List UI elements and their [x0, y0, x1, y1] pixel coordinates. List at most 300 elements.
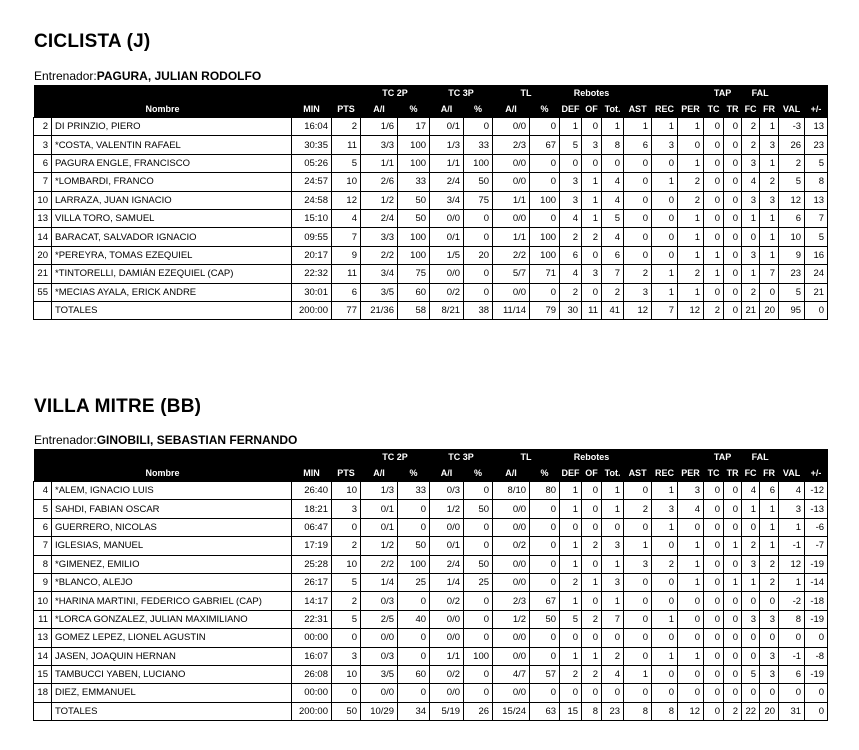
stat-cell: 1: [760, 228, 779, 246]
stat-cell: 1: [560, 500, 582, 518]
stat-cell: 8: [779, 610, 805, 628]
stat-cell: 21: [742, 301, 760, 319]
stat-cell: 0/1: [430, 118, 464, 136]
stat-cell: 0: [624, 154, 652, 172]
group-header: [805, 85, 828, 101]
stat-cell: 0: [530, 573, 560, 591]
stat-cell: 1/2: [430, 500, 464, 518]
stat-cell: 1: [624, 537, 652, 555]
stat-cell: 2: [760, 173, 779, 191]
stat-cell: 2: [742, 118, 760, 136]
player-row: [34, 500, 828, 518]
stat-cell: 7: [602, 610, 624, 628]
column-header: VAL: [779, 101, 805, 118]
stat-cell: 09:55: [292, 228, 332, 246]
stat-cell: 0: [704, 665, 724, 683]
stat-cell: 0: [704, 191, 724, 209]
stat-cell: 12: [624, 301, 652, 319]
stat-cell: -12: [805, 482, 828, 500]
player-row: [34, 228, 828, 246]
stat-cell: 0: [724, 647, 742, 665]
column-header: PTS: [332, 465, 361, 482]
stat-cell: 0/3: [430, 482, 464, 500]
stat-cell: 1: [678, 573, 704, 591]
totals-row: [34, 702, 828, 720]
group-header: [332, 449, 361, 465]
stat-cell: 15/24: [493, 702, 530, 720]
stat-cell: 2/2: [493, 246, 530, 264]
stat-cell: 0: [602, 154, 624, 172]
stat-cell: 2: [624, 265, 652, 283]
stat-cell: 1: [652, 610, 678, 628]
column-header: FR: [760, 101, 779, 118]
stat-cell: 0: [760, 283, 779, 301]
stat-cell: 26:40: [292, 482, 332, 500]
stat-cell: 2: [332, 118, 361, 136]
stat-cell: 21: [805, 283, 828, 301]
coach-name: PAGURA, JULIAN RODOLFO: [96, 69, 262, 83]
stat-cell: 0: [724, 209, 742, 227]
stat-cell: 0/0: [430, 265, 464, 283]
stat-cell: 1: [652, 118, 678, 136]
stat-cell: 0: [464, 537, 493, 555]
stat-cell: 0/0: [493, 573, 530, 591]
stat-cell: 05:26: [292, 154, 332, 172]
stat-cell: 7: [652, 301, 678, 319]
stat-cell: 1: [602, 500, 624, 518]
player-number-cell: 55: [34, 283, 52, 301]
stat-cell: 8: [582, 702, 602, 720]
stat-cell: 1: [760, 518, 779, 536]
stat-cell: 63: [530, 702, 560, 720]
player-row: [34, 684, 828, 702]
stat-cell: 1: [560, 537, 582, 555]
stat-cell: 20:17: [292, 246, 332, 264]
group-header: [624, 449, 652, 465]
stat-cell: 2: [724, 702, 742, 720]
player-name-cell: TOTALES: [52, 301, 292, 319]
stat-cell: 0/0: [493, 647, 530, 665]
stat-cell: 0: [704, 209, 724, 227]
group-header: TL: [493, 449, 560, 465]
stat-cell: 1: [742, 265, 760, 283]
stat-cell: 0/0: [493, 173, 530, 191]
player-row: [34, 647, 828, 665]
stat-cell: 13: [805, 191, 828, 209]
stat-cell: 0: [704, 555, 724, 573]
stat-cell: 4: [779, 482, 805, 500]
stat-cell: 1: [742, 209, 760, 227]
column-header: %: [530, 465, 560, 482]
stat-cell: 2: [742, 283, 760, 301]
stat-cell: 0: [624, 647, 652, 665]
column-header: TR: [724, 101, 742, 118]
stat-cell: 0: [582, 555, 602, 573]
stat-cell: 0: [398, 518, 430, 536]
player-number-cell: 6: [34, 154, 52, 172]
stat-cell: 3: [760, 191, 779, 209]
stat-cell: 0: [704, 518, 724, 536]
stat-cell: 3: [760, 647, 779, 665]
stat-cell: 4: [332, 209, 361, 227]
stat-cell: 0: [678, 610, 704, 628]
stat-cell: 0/0: [361, 629, 398, 647]
stat-cell: 0: [724, 136, 742, 154]
stat-cell: 4: [602, 173, 624, 191]
stat-cell: 1: [602, 118, 624, 136]
stat-cell: 10/29: [361, 702, 398, 720]
stat-cell: 0: [530, 154, 560, 172]
stat-cell: 0/2: [493, 537, 530, 555]
column-header-row: [34, 101, 828, 118]
stat-cell: 00:00: [292, 684, 332, 702]
player-name-cell: *LORCA GONZALEZ, JULIAN MAXIMILIANO: [52, 610, 292, 628]
stat-cell: 7: [602, 265, 624, 283]
stat-cell: 2: [678, 173, 704, 191]
player-row: [34, 665, 828, 683]
stat-cell: 23: [779, 265, 805, 283]
stat-cell: -2: [779, 592, 805, 610]
stat-cell: 10: [779, 228, 805, 246]
player-number-cell: 7: [34, 173, 52, 191]
stat-cell: 3: [652, 136, 678, 154]
stat-cell: 11/14: [493, 301, 530, 319]
column-header: %: [464, 465, 493, 482]
stat-cell: 0: [704, 573, 724, 591]
stat-cell: 8/21: [430, 301, 464, 319]
stat-cell: 1: [582, 191, 602, 209]
stat-cell: 33: [464, 136, 493, 154]
stat-cell: 200:00: [292, 702, 332, 720]
player-name-cell: TAMBUCCI YABEN, LUCIANO: [52, 665, 292, 683]
stat-cell: 8/10: [493, 482, 530, 500]
stat-cell: 3/4: [430, 191, 464, 209]
stat-cell: 67: [530, 136, 560, 154]
stat-cell: 1: [678, 647, 704, 665]
stat-cell: 1: [678, 228, 704, 246]
coach-line: [34, 433, 297, 447]
stat-cell: 0: [724, 592, 742, 610]
player-row: [34, 265, 828, 283]
stat-cell: 0/0: [493, 209, 530, 227]
stat-cell: 0: [464, 265, 493, 283]
stat-cell: 0: [805, 684, 828, 702]
stat-cell: 5: [805, 228, 828, 246]
group-header: TC 2P: [361, 85, 430, 101]
stat-cell: 0: [805, 702, 828, 720]
stat-cell: 0: [724, 118, 742, 136]
stat-cell: 0: [779, 629, 805, 647]
stat-cell: 3: [560, 173, 582, 191]
stat-cell: 0/1: [361, 518, 398, 536]
stat-cell: 0: [704, 173, 724, 191]
stat-cell: 2: [560, 283, 582, 301]
stat-cell: 2/4: [430, 555, 464, 573]
player-name-cell: IGLESIAS, MANUEL: [52, 537, 292, 555]
player-name-cell: SAHDI, FABIAN OSCAR: [52, 500, 292, 518]
player-number-cell: 21: [34, 265, 52, 283]
stat-cell: 0: [724, 154, 742, 172]
stat-cell: 1: [560, 592, 582, 610]
column-header: Nombre: [34, 101, 292, 118]
stat-cell: -3: [779, 118, 805, 136]
stat-cell: 1: [560, 118, 582, 136]
stat-cell: 1/2: [493, 610, 530, 628]
stat-cell: 6: [779, 209, 805, 227]
stat-cell: 1: [742, 573, 760, 591]
stat-cell: 0: [760, 592, 779, 610]
stat-cell: 0: [464, 610, 493, 628]
stat-cell: 25:28: [292, 555, 332, 573]
stat-cell: 0/0: [361, 684, 398, 702]
stat-cell: 0: [724, 482, 742, 500]
column-header: A/I: [430, 101, 464, 118]
stat-cell: 8: [805, 173, 828, 191]
column-header: VAL: [779, 465, 805, 482]
player-name-cell: DIEZ, EMMANUEL: [52, 684, 292, 702]
stat-cell: 1: [602, 555, 624, 573]
player-row: [34, 592, 828, 610]
column-header: Tot.: [602, 465, 624, 482]
stat-cell: 16:07: [292, 647, 332, 665]
stat-cell: 100: [398, 228, 430, 246]
group-header: [34, 85, 292, 101]
stat-cell: 2/2: [361, 555, 398, 573]
player-number-cell: 10: [34, 592, 52, 610]
stat-cell: 0: [464, 684, 493, 702]
coach-line: [34, 69, 261, 83]
stat-cell: 0: [704, 537, 724, 555]
stat-cell: 10: [332, 665, 361, 683]
stat-cell: 15:10: [292, 209, 332, 227]
stat-cell: 0/0: [493, 555, 530, 573]
stat-cell: 0: [582, 629, 602, 647]
stat-cell: 1: [582, 209, 602, 227]
stat-cell: 2: [560, 665, 582, 683]
group-header: [652, 85, 678, 101]
stat-cell: 0/0: [493, 154, 530, 172]
stat-cell: 5: [779, 283, 805, 301]
stat-cell: 0: [678, 592, 704, 610]
player-row: [34, 518, 828, 536]
stat-cell: 6: [624, 136, 652, 154]
stat-cell: 2/3: [493, 136, 530, 154]
stat-cell: 50: [398, 209, 430, 227]
totals-row: [34, 301, 828, 319]
stat-cell: 0: [398, 592, 430, 610]
stat-cell: 1: [652, 283, 678, 301]
stat-cell: -19: [805, 610, 828, 628]
stat-cell: 3: [779, 500, 805, 518]
stat-cell: 1: [760, 118, 779, 136]
stat-cell: 2: [678, 191, 704, 209]
stat-cell: 11: [332, 136, 361, 154]
stat-cell: 21/36: [361, 301, 398, 319]
player-number-cell: 11: [34, 610, 52, 628]
stat-cell: 0: [704, 154, 724, 172]
player-number-cell: 13: [34, 629, 52, 647]
stat-cell: 0/1: [361, 500, 398, 518]
stat-cell: 67: [530, 592, 560, 610]
stat-cell: 2: [582, 537, 602, 555]
stat-cell: 0: [464, 629, 493, 647]
stat-cell: 10: [332, 555, 361, 573]
stat-cell: 3: [602, 537, 624, 555]
stat-cell: 1: [624, 665, 652, 683]
stat-cell: 12: [678, 301, 704, 319]
stat-cell: 1: [652, 518, 678, 536]
stat-cell: 26: [779, 136, 805, 154]
column-header-row: [34, 465, 828, 482]
group-header: TAP: [704, 85, 742, 101]
stat-cell: 1: [704, 246, 724, 264]
stat-cell: 0: [582, 154, 602, 172]
stat-cell: 50: [464, 173, 493, 191]
stat-cell: 1: [742, 500, 760, 518]
stat-cell: 0/0: [493, 118, 530, 136]
stat-cell: 14:17: [292, 592, 332, 610]
group-header: FAL: [742, 85, 779, 101]
stat-cell: 0: [724, 301, 742, 319]
stat-cell: 26: [464, 702, 493, 720]
stats-table: [33, 449, 828, 721]
stat-cell: 0/0: [430, 629, 464, 647]
column-header: FR: [760, 465, 779, 482]
stat-cell: 8: [602, 136, 624, 154]
player-number-cell: 6: [34, 518, 52, 536]
stat-cell: 5: [602, 209, 624, 227]
player-row: [34, 191, 828, 209]
stat-cell: 7: [760, 265, 779, 283]
stat-cell: -19: [805, 665, 828, 683]
stat-cell: 11: [332, 265, 361, 283]
group-header: [678, 85, 704, 101]
stat-cell: 0/0: [493, 684, 530, 702]
stat-cell: 5: [560, 610, 582, 628]
stat-cell: 15: [560, 702, 582, 720]
group-header-row: [34, 85, 828, 101]
stat-cell: 0/0: [430, 684, 464, 702]
stat-cell: 0: [624, 684, 652, 702]
stat-cell: 0: [724, 173, 742, 191]
stat-cell: 0: [464, 592, 493, 610]
stat-cell: 0: [724, 246, 742, 264]
column-header: REC: [652, 465, 678, 482]
column-header: Tot.: [602, 101, 624, 118]
stat-cell: 0: [652, 573, 678, 591]
stat-cell: 11: [582, 301, 602, 319]
stat-cell: -18: [805, 592, 828, 610]
column-header: AST: [624, 465, 652, 482]
column-header: %: [398, 101, 430, 118]
stat-cell: 0: [652, 684, 678, 702]
player-name-cell: *TINTORELLI, DAMIÁN EZEQUIEL (CAP): [52, 265, 292, 283]
stat-cell: 1: [760, 246, 779, 264]
stat-cell: 1: [560, 482, 582, 500]
stat-cell: 5: [742, 665, 760, 683]
column-header: TR: [724, 465, 742, 482]
stat-cell: 4/7: [493, 665, 530, 683]
stat-cell: 33: [398, 482, 430, 500]
stat-cell: 5: [332, 573, 361, 591]
group-header: Rebotes: [560, 449, 624, 465]
stat-cell: 1/5: [430, 246, 464, 264]
group-header: Rebotes: [560, 85, 624, 101]
group-header: [779, 85, 805, 101]
group-header: TL: [493, 85, 560, 101]
stat-cell: -7: [805, 537, 828, 555]
player-row: [34, 173, 828, 191]
stat-cell: 1: [582, 173, 602, 191]
stat-cell: 13: [805, 118, 828, 136]
stat-cell: 0: [704, 228, 724, 246]
stat-cell: 6: [560, 246, 582, 264]
player-name-cell: *GIMENEZ, EMILIO: [52, 555, 292, 573]
stat-cell: 6: [332, 283, 361, 301]
stat-cell: 0: [704, 283, 724, 301]
stat-cell: 20: [760, 301, 779, 319]
stat-cell: 1: [724, 573, 742, 591]
stat-cell: 22:31: [292, 610, 332, 628]
player-number-cell: 15: [34, 665, 52, 683]
stat-cell: 0: [724, 665, 742, 683]
column-header: MIN: [292, 465, 332, 482]
stat-cell: 0/3: [361, 647, 398, 665]
stat-cell: -13: [805, 500, 828, 518]
stat-cell: 1: [652, 482, 678, 500]
stat-cell: 0: [704, 684, 724, 702]
stat-cell: 0: [464, 209, 493, 227]
column-header: A/I: [493, 465, 530, 482]
stat-cell: 2: [560, 228, 582, 246]
group-header: [332, 85, 361, 101]
stat-cell: 0: [760, 629, 779, 647]
stat-cell: 25: [398, 573, 430, 591]
stat-cell: 31: [779, 702, 805, 720]
stat-cell: 1: [602, 592, 624, 610]
group-header: [652, 449, 678, 465]
stat-cell: 0: [760, 684, 779, 702]
stat-cell: 3/3: [361, 136, 398, 154]
stat-cell: 3/5: [361, 283, 398, 301]
stat-cell: 3: [332, 647, 361, 665]
group-header: [34, 449, 292, 465]
stat-cell: 0: [652, 246, 678, 264]
stat-cell: 0: [724, 265, 742, 283]
stat-cell: 3: [332, 500, 361, 518]
player-row: [34, 246, 828, 264]
stat-cell: 0: [530, 555, 560, 573]
stat-cell: 6: [779, 665, 805, 683]
stat-cell: 2: [652, 555, 678, 573]
stat-cell: 77: [332, 301, 361, 319]
column-header: A/I: [361, 465, 398, 482]
player-name-cell: *ALEM, IGNACIO LUIS: [52, 482, 292, 500]
stat-cell: 4: [678, 500, 704, 518]
stat-cell: 0: [652, 154, 678, 172]
team-title: VILLA MITRE (BB): [34, 396, 202, 417]
stat-cell: 0/1: [430, 228, 464, 246]
column-header: TC: [704, 101, 724, 118]
stat-cell: 5: [560, 136, 582, 154]
stat-cell: 2: [602, 283, 624, 301]
stat-cell: 9: [332, 246, 361, 264]
player-row: [34, 136, 828, 154]
stat-cell: 0/3: [361, 592, 398, 610]
stat-cell: 50: [398, 191, 430, 209]
stat-cell: 1: [678, 283, 704, 301]
stat-cell: 0: [624, 518, 652, 536]
